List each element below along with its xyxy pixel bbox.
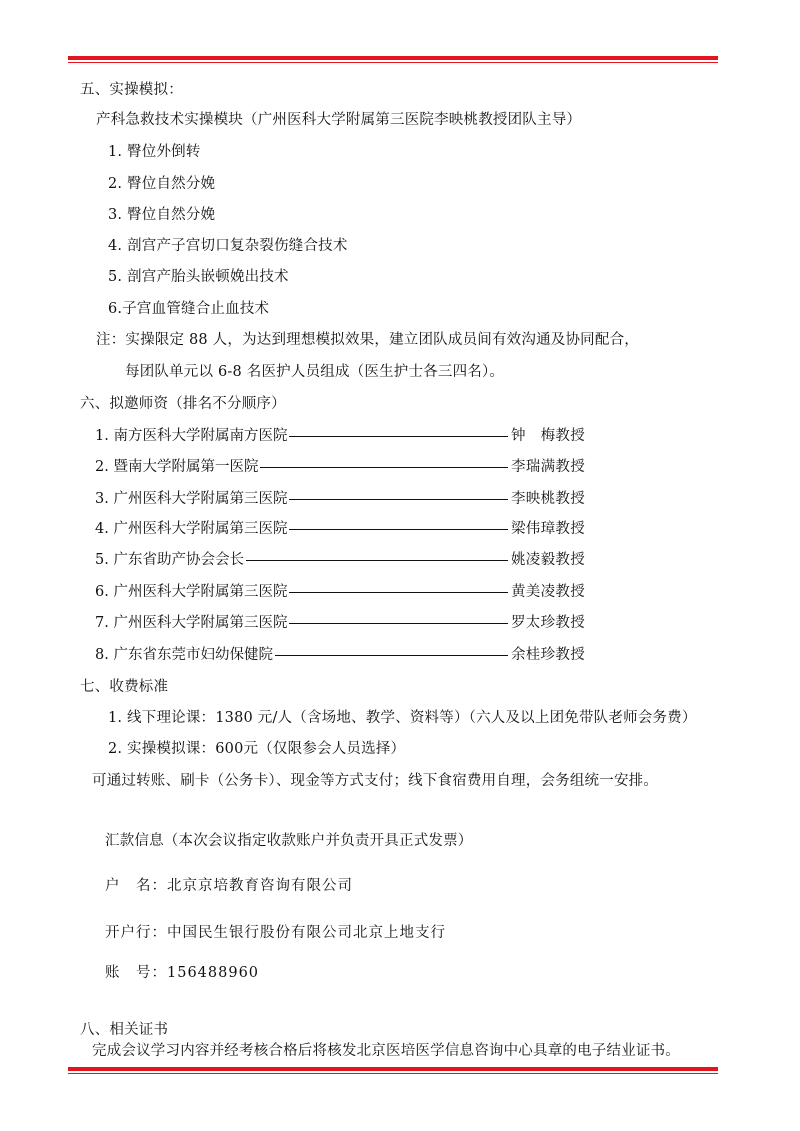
teacher-row-8 xyxy=(95,646,585,664)
teacher-row-1 xyxy=(95,427,585,445)
teacher-name: 姚凌毅教授 xyxy=(511,552,585,568)
payment-methods: 可通过转账、刷卡（公务卡）、现金等方式支付；线下食宿费用自理，会务组统一安排。 xyxy=(92,773,659,789)
teacher-org: 4. 广州医科大学附属第三医院 xyxy=(95,521,288,537)
leader-line xyxy=(289,499,508,500)
leader-line xyxy=(289,592,508,593)
section5-item-6: 6.子宫血管缝合止血技术 xyxy=(108,301,270,317)
leader-line xyxy=(289,436,508,437)
teacher-org: 5. 广东省助产协会会长 xyxy=(95,552,244,568)
teacher-name: 黄美凌教授 xyxy=(511,584,585,600)
account-number: 账 号：156488960 xyxy=(105,965,260,981)
teacher-name: 余桂珍教授 xyxy=(511,647,585,663)
section5-item-1: 1. 臀位外倒转 xyxy=(108,144,201,160)
teacher-row-3 xyxy=(95,490,585,508)
teacher-name: 李映桃教授 xyxy=(511,491,585,507)
section6-heading: 六、拟邀师资（排名不分顺序） xyxy=(80,396,286,412)
leader-line xyxy=(260,467,508,468)
teacher-name: 钟 梅教授 xyxy=(511,428,585,444)
teacher-org: 1. 南方医科大学附属南方医院 xyxy=(95,428,288,444)
certificate-text: 完成会议学习内容并经考核合格后将核发北京医培医学信息咨询中心具章的电子结业证书。 xyxy=(92,1043,680,1059)
section5-item-5: 5. 剖宫产胎头嵌顿娩出技术 xyxy=(108,269,289,285)
leader-line xyxy=(289,529,508,530)
teacher-name: 梁伟璋教授 xyxy=(511,521,585,537)
top-red-rule xyxy=(68,56,718,63)
section5-heading: 五、实操模拟： xyxy=(80,82,183,98)
bank-name: 开户行：中国民生银行股份有限公司北京上地支行 xyxy=(105,925,446,941)
teacher-row-6 xyxy=(95,583,585,601)
teacher-row-4 xyxy=(95,520,585,538)
teacher-name: 罗太珍教授 xyxy=(511,615,585,631)
remit-title: 汇款信息（本次会议指定收款账户并负责开具正式发票） xyxy=(105,833,473,849)
leader-line xyxy=(246,560,508,561)
teacher-org: 6. 广州医科大学附属第三医院 xyxy=(95,584,288,600)
section5-item-3: 3. 臀位自然分娩 xyxy=(108,207,216,223)
section5-note-line1: 注：实操限定 88 人，为达到理想模拟效果，建立团队成员间有效沟通及协同配合， xyxy=(96,332,639,348)
leader-line xyxy=(275,655,508,656)
section5-item-4: 4. 剖宫产子宫切口复杂裂伤缝合技术 xyxy=(108,238,348,254)
section5-module: 产科急救技术实操模块（广州医科大学附属第三医院李映桃教授团队主导） xyxy=(96,112,582,128)
teacher-row-5 xyxy=(95,551,585,569)
bottom-red-rule xyxy=(68,1067,718,1074)
section7-heading: 七、收费标准 xyxy=(80,679,169,695)
fee-line-2: 2. 实操模拟课：600元（仅限参会人员选择） xyxy=(108,741,406,757)
leader-line xyxy=(289,623,508,624)
teacher-org: 3. 广州医科大学附属第三医院 xyxy=(95,491,288,507)
teacher-name: 李瑞满教授 xyxy=(511,459,585,475)
teacher-org: 2. 暨南大学附属第一医院 xyxy=(95,459,259,475)
teacher-org: 7. 广州医科大学附属第三医院 xyxy=(95,615,288,631)
section8-heading: 八、相关证书 xyxy=(80,1022,169,1038)
section5-note-line2: 每团队单元以 6-8 名医护人员组成（医生护士各三四名）。 xyxy=(125,364,505,380)
section5-item-2: 2. 臀位自然分娩 xyxy=(108,176,216,192)
account-name: 户 名：北京京培教育咨询有限公司 xyxy=(105,878,353,894)
fee-line-1: 1. 线下理论课：1380 元/人（含场地、教学、资料等）（六人及以上团免带队老师会务费） xyxy=(108,710,697,726)
teacher-org: 8. 广东省东莞市妇幼保健院 xyxy=(95,647,273,663)
teacher-row-7 xyxy=(95,614,585,632)
teacher-row-2 xyxy=(95,458,585,476)
